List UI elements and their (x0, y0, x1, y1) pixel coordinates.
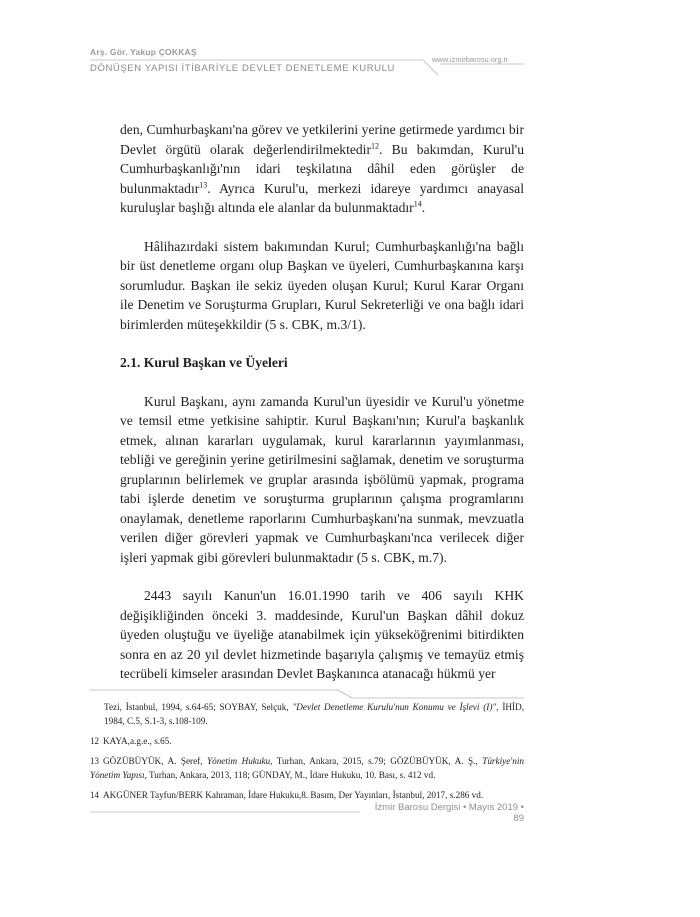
footnote-12: 12 KAYA,a.g.e., s.65. (90, 736, 172, 746)
page-header (0, 0, 700, 90)
paragraph-1: den, Cumhurbaşkanı'na görev ve yetkilerini yerine getirmede yardımcı bir Devlet örgütü olarak değerlendirilmektedir$^{12}$. Bu bakımdan, Kurul'u Cumhurbaşkanlığı'nın idari teşkilatına dâhil eden görüşler de bulunmaktadır$^{13}$. Ayrıca Kurul'u, merkezi idareye yardımcı anayasal kuruluşlar başlığı altında ele alanlar da bulunmaktadır$^{14}$. (120, 122, 525, 215)
footnote-13: 13 GÖZÜBÜYÜK, A. Şeref, Yönetim Hukuku, Turhan, Ankara, 2015, s.79; GÖZÜBÜYÜK, A. Ş., Türkiye'nin Yönetim Yapısı, Turhan, Ankara, 2013, 118; GÜNDAY, M., İdare Hukuku, 10. Bası, s. 412 vd. (90, 756, 524, 780)
section-heading: 2.1. Kurul Başkan ve Üyeleri (120, 355, 288, 370)
page-footer: İzmir Barosu Dergisi • Mayıs 2019 • 89 (374, 802, 524, 824)
paragraph-3: Kurul Başkanı, aynı zamanda Kurul'un üyesidir ve Kurul'u yönetme ve temsil etme yetkisine sahiptir. Kurul Başkanı'nın; Kurul'a başkanlık etmek, alınan kararları uygulamak, kurul kararlarının yayımlanması, tebliği ve gereğinin yerine getirilmesini sağlamak, denetim ve soruşturma gruplarının belirlemek ve gruplar arasında işbölümü yapmak, programa tabi işlerde denetim ve soruşturma gruplarının çalışma programlarını onaylamak, denetleme raporlarını Cumhurbaşkanı'na sunmak, mevzuatla verilen diğer görevleri yapmak ve Cumhurbaşkanı'nca verilecek diğer işleri yapmak gibi görevleri bulunmaktadır (5 s. CBK, m.7). (120, 393, 524, 565)
paragraph-4: 2443 sayılı Kanun'un 16.01.1990 tarih ve 406 sayılı KHK değişikliğinden önceki 3. maddesinde, Kurul'un Başkan dâhil dokuz üyeden oluştuğu ve üyeliğe atanabilmek için yükseköğrenimi bitirdikten sonra en az 20 yıl devlet hizmetinde başarıyla çalışmış ve temayüz etmiş tecrübeli kimseler arasından Devlet Başkanınca atanacağı hükmü yer (120, 588, 524, 681)
footnote-ref-14: 14 (413, 199, 422, 209)
paragraph-2: Hâlihazırdaki sistem bakımından Kurul; Cumhurbaşkanlığı'na bağlı bir üst denetleme organı olup Başkan ve üyeleri, Cumhurbaşkanına karşı sorumludur. Başkan ile sekiz üyeden oluşan Kurul; Kurul Karar Organı ile Denetim ve Soruşturma Grupları, Kurul Sekreterliği ve ona bağlı idari birimlerden müteşekkildir (5 s. CBK, m.3/1). (120, 238, 524, 332)
footnote-ref-13: 13 (199, 179, 208, 189)
site-url: www.izmirbarosu.org.tr (432, 55, 509, 64)
main-text (120, 120, 524, 684)
running-title: DÖNÜŞEN YAPISI İTİBARİYLE DEVLET DENETLEME KURULU (90, 63, 395, 74)
header-rule-lines (0, 0, 700, 90)
footnote-14: 14 AKGÜNER Tayfun/BERK Kahraman, İdare Hukuku,8. Basım, Der Yayınları, İstanbul, 2017, s.286 vd. (90, 790, 484, 800)
footnotes (90, 700, 524, 808)
running-author: Arş. Gör. Yakup ÇOKKAŞ (90, 47, 197, 57)
footnote-continued: Tezi, İstanbul, 1994, s.64-65; SOYBAY, Selçuk, "Devlet Denetleme Kurulu'nun Konumu ve İşlevi (I)", İHİD, 1984, C.5, S.1-3, s.108-109. (104, 702, 525, 726)
footnote-ref-12: 12 (371, 140, 379, 150)
